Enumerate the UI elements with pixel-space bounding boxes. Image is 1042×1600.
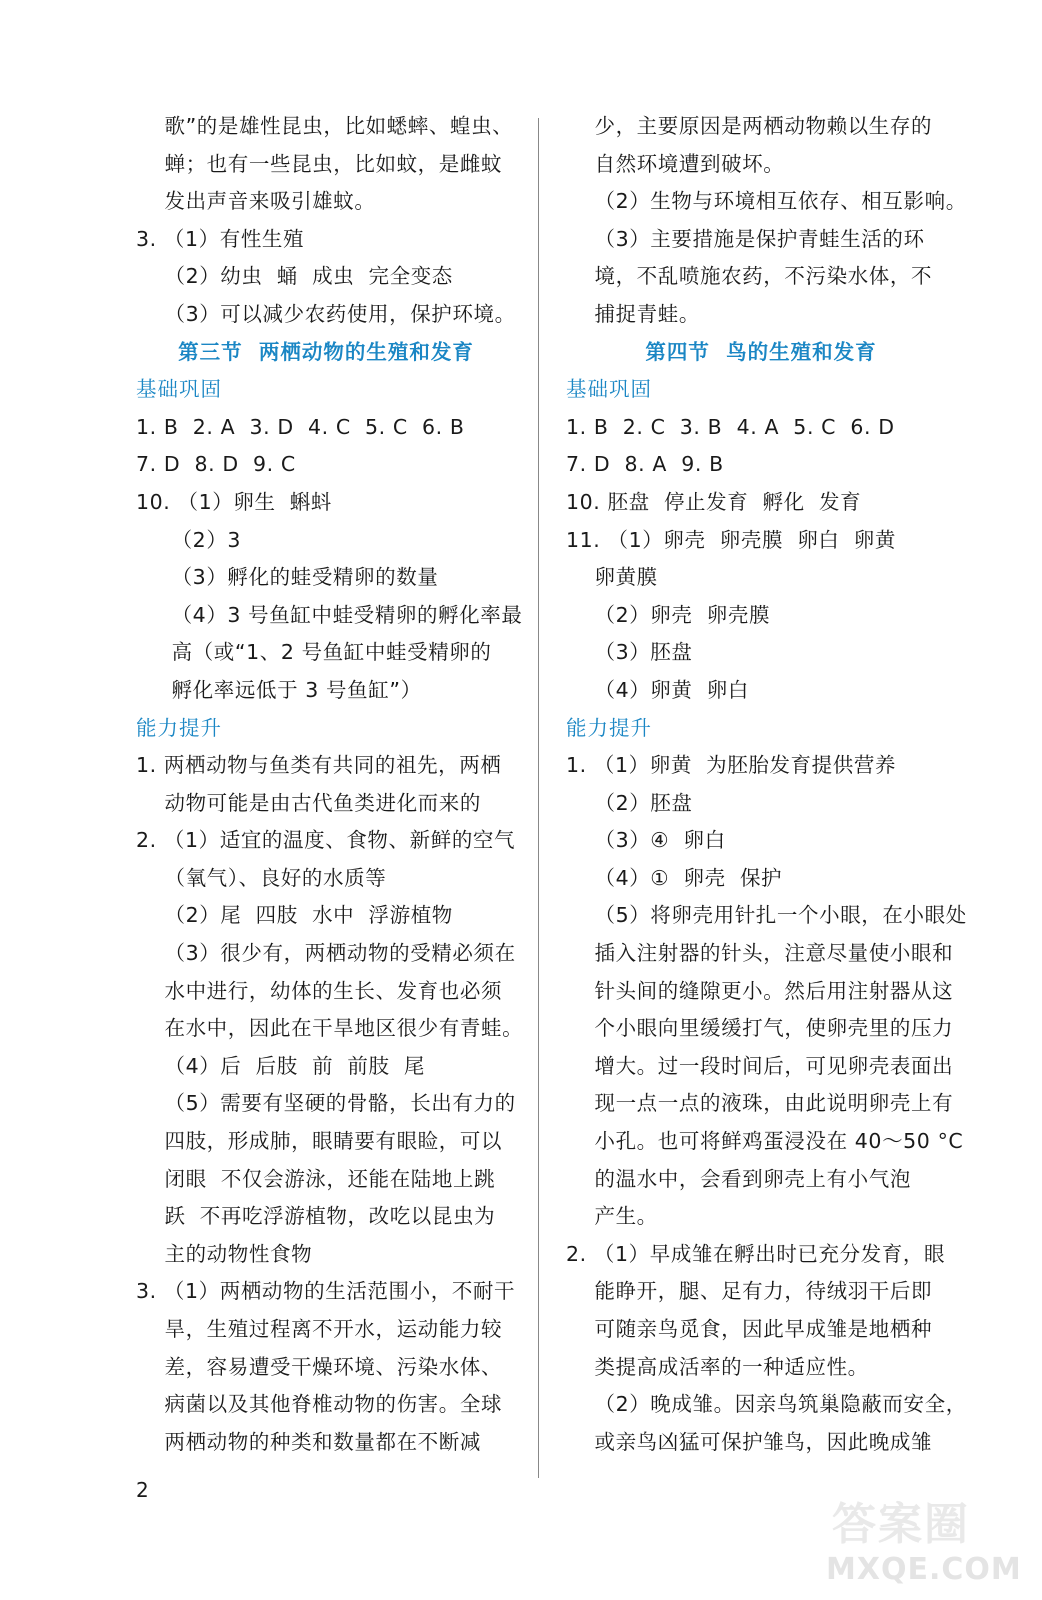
text-line: 1. B 2. C 3. B 4. A 5. C 6. D bbox=[566, 414, 895, 439]
text-line: 四肢，形成肺，眼睛要有眼睑，可以 bbox=[136, 1129, 503, 1154]
page-number: 2 bbox=[136, 1478, 149, 1502]
text-line: 蝉；也有一些昆虫，比如蚊，是雌蚊 bbox=[136, 151, 503, 176]
subsection-heading: 基础巩固 bbox=[136, 377, 222, 402]
text-line: （4）① 卵壳 保护 bbox=[566, 865, 783, 890]
text-line: （4）3 号鱼缸中蛙受精卵的孵化率最 bbox=[136, 602, 523, 627]
text-line: 插入注射器的针头，注意尽量使小眼和 bbox=[566, 941, 954, 966]
text-line: 类提高成活率的一种适应性。 bbox=[566, 1354, 869, 1379]
text-line: 高（或“1、2 号鱼缸中蛙受精卵的 bbox=[136, 640, 492, 665]
text-line: 动物可能是由古代鱼类进化而来的 bbox=[136, 790, 481, 815]
text-line: （2）晚成雏。因亲鸟筑巢隐蔽而安全， bbox=[566, 1392, 967, 1417]
text-line: 产生。 bbox=[566, 1204, 658, 1229]
text-line: 10. （1）卵生 蝌蚪 bbox=[136, 489, 332, 514]
section-title: 第三节 两栖动物的生殖和发育 bbox=[178, 339, 474, 364]
text-line: 能睁开，腿、足有力，待绒羽干后即 bbox=[566, 1279, 933, 1304]
text-line: 3. （1）两栖动物的生活范围小，不耐干 bbox=[136, 1279, 516, 1304]
text-line: 现一点一点的液珠，由此说明卵壳上有 bbox=[566, 1091, 954, 1116]
text-line: 3. （1）有性生殖 bbox=[136, 226, 305, 251]
text-line: 7. D 8. A 9. B bbox=[566, 452, 724, 477]
text-line: 1. B 2. A 3. D 4. C 5. C 6. B bbox=[136, 414, 465, 439]
text-line: 可随亲鸟觅食，因此早成雏是地栖种 bbox=[566, 1317, 933, 1341]
text-line: 在水中，因此在干旱地区很少有青蛙。 bbox=[136, 1016, 524, 1041]
text-line: 孵化率远低于 3 号鱼缸”） bbox=[136, 677, 422, 702]
text-line: 病菌以及其他脊椎动物的伤害。全球 bbox=[136, 1392, 503, 1417]
section-title: 第四节 鸟的生殖和发育 bbox=[645, 339, 877, 364]
text-line: 跃 不再吃浮游植物，改吃以昆虫为 bbox=[136, 1204, 496, 1229]
watermark-logo bbox=[826, 1488, 1022, 1592]
text-line: 差，容易遭受干燥环境、污染水体、 bbox=[136, 1354, 503, 1379]
text-line: （3）孵化的蛙受精卵的数量 bbox=[136, 565, 439, 590]
text-line: 个小眼向里缓缓打气，使卵壳里的压力 bbox=[566, 1016, 954, 1041]
text-line: 针头间的缝隙更小。然后用注射器从这 bbox=[566, 978, 954, 1003]
text-line: 水中进行，幼体的生长、发育也必须 bbox=[136, 978, 503, 1003]
column-divider bbox=[538, 118, 539, 1478]
text-line: 发出声音来吸引雄蚊。 bbox=[136, 189, 376, 214]
text-line: （4）后 后肢 前 前肢 尾 bbox=[136, 1053, 425, 1078]
text-line: （3）④ 卵白 bbox=[566, 828, 726, 853]
text-line: （2）卵壳 卵壳膜 bbox=[566, 602, 771, 627]
text-line: （4）卵黄 卵白 bbox=[566, 677, 749, 702]
text-line: 1. 两栖动物与鱼类有共同的祖先，两栖 bbox=[136, 753, 502, 778]
left-column bbox=[136, 108, 524, 1461]
text-line: 7. D 8. D 9. C bbox=[136, 452, 296, 477]
text-line: （3）胚盘 bbox=[566, 640, 693, 665]
text-line: （3）很少有，两栖动物的受精必须在 bbox=[136, 941, 516, 966]
text-line: 歌”的是雄性昆虫，比如蟋蟀、蝗虫、 bbox=[136, 114, 514, 138]
text-line: 1. （1）卵黄 为胚胎发育提供营养 bbox=[566, 753, 897, 778]
watermark-text: 答案圈 bbox=[832, 1499, 970, 1550]
text-line: 捕捉青蛙。 bbox=[566, 301, 700, 326]
text-line: 境，不乱喷施农药，不污染水体，不 bbox=[566, 264, 933, 289]
text-line: 10. 胚盘 停止发育 孵化 发育 bbox=[566, 489, 862, 514]
text-line: 或亲鸟凶猛可保护雏鸟，因此晚成雏 bbox=[566, 1429, 933, 1454]
text-line: 两栖动物的种类和数量都在不断减 bbox=[136, 1429, 481, 1454]
text-line: 增大。过一段时间后，可见卵壳表面出 bbox=[566, 1053, 954, 1078]
text-line: （2）幼虫 蛹 成虫 完全变态 bbox=[136, 264, 453, 289]
text-line: （3）主要措施是保护青蛙生活的环 bbox=[566, 226, 925, 251]
subsection-heading: 能力提升 bbox=[566, 715, 652, 740]
text-line: 的温水中，会看到卵壳上有小气泡 bbox=[566, 1166, 911, 1191]
text-line: 主的动物性食物 bbox=[136, 1241, 313, 1266]
subsection-heading: 能力提升 bbox=[136, 715, 222, 740]
watermark-url: MXQE.COM bbox=[826, 1552, 1022, 1587]
text-line: 少，主要原因是两栖动物赖以生存的 bbox=[566, 114, 933, 138]
text-line: （氧气）、良好的水质等 bbox=[136, 865, 387, 890]
text-line: 旱，生殖过程离不开水，运动能力较 bbox=[136, 1317, 503, 1341]
right-column bbox=[566, 108, 967, 1461]
text-line: 卵黄膜 bbox=[566, 565, 658, 590]
text-line: （2）尾 四肢 水中 浮游植物 bbox=[136, 903, 453, 928]
text-line: 2. （1）早成雏在孵出时已充分发育，眼 bbox=[566, 1241, 946, 1266]
text-line: 自然环境遭到破坏。 bbox=[566, 151, 785, 176]
text-line: （5）需要有坚硬的骨骼，长出有力的 bbox=[136, 1091, 516, 1116]
text-line: （5）将卵壳用针扎一个小眼，在小眼处 bbox=[566, 903, 967, 928]
text-line: （2）胚盘 bbox=[566, 790, 693, 815]
text-line: 2. （1）适宜的温度、食物、新鲜的空气 bbox=[136, 828, 516, 853]
text-line: 11. （1）卵壳 卵壳膜 卵白 卵黄 bbox=[566, 527, 896, 552]
text-line: 闭眼 不仅会游泳，还能在陆地上跳 bbox=[136, 1166, 496, 1191]
subsection-heading: 基础巩固 bbox=[566, 377, 652, 402]
text-line: 小孔。也可将鲜鸡蛋浸没在 40～50 °C bbox=[566, 1129, 964, 1154]
text-line: （2）生物与环境相互依存、相互影响。 bbox=[566, 189, 967, 214]
text-line: （2）3 bbox=[136, 527, 242, 552]
text-line: （3）可以减少农药使用，保护环境。 bbox=[136, 301, 516, 326]
